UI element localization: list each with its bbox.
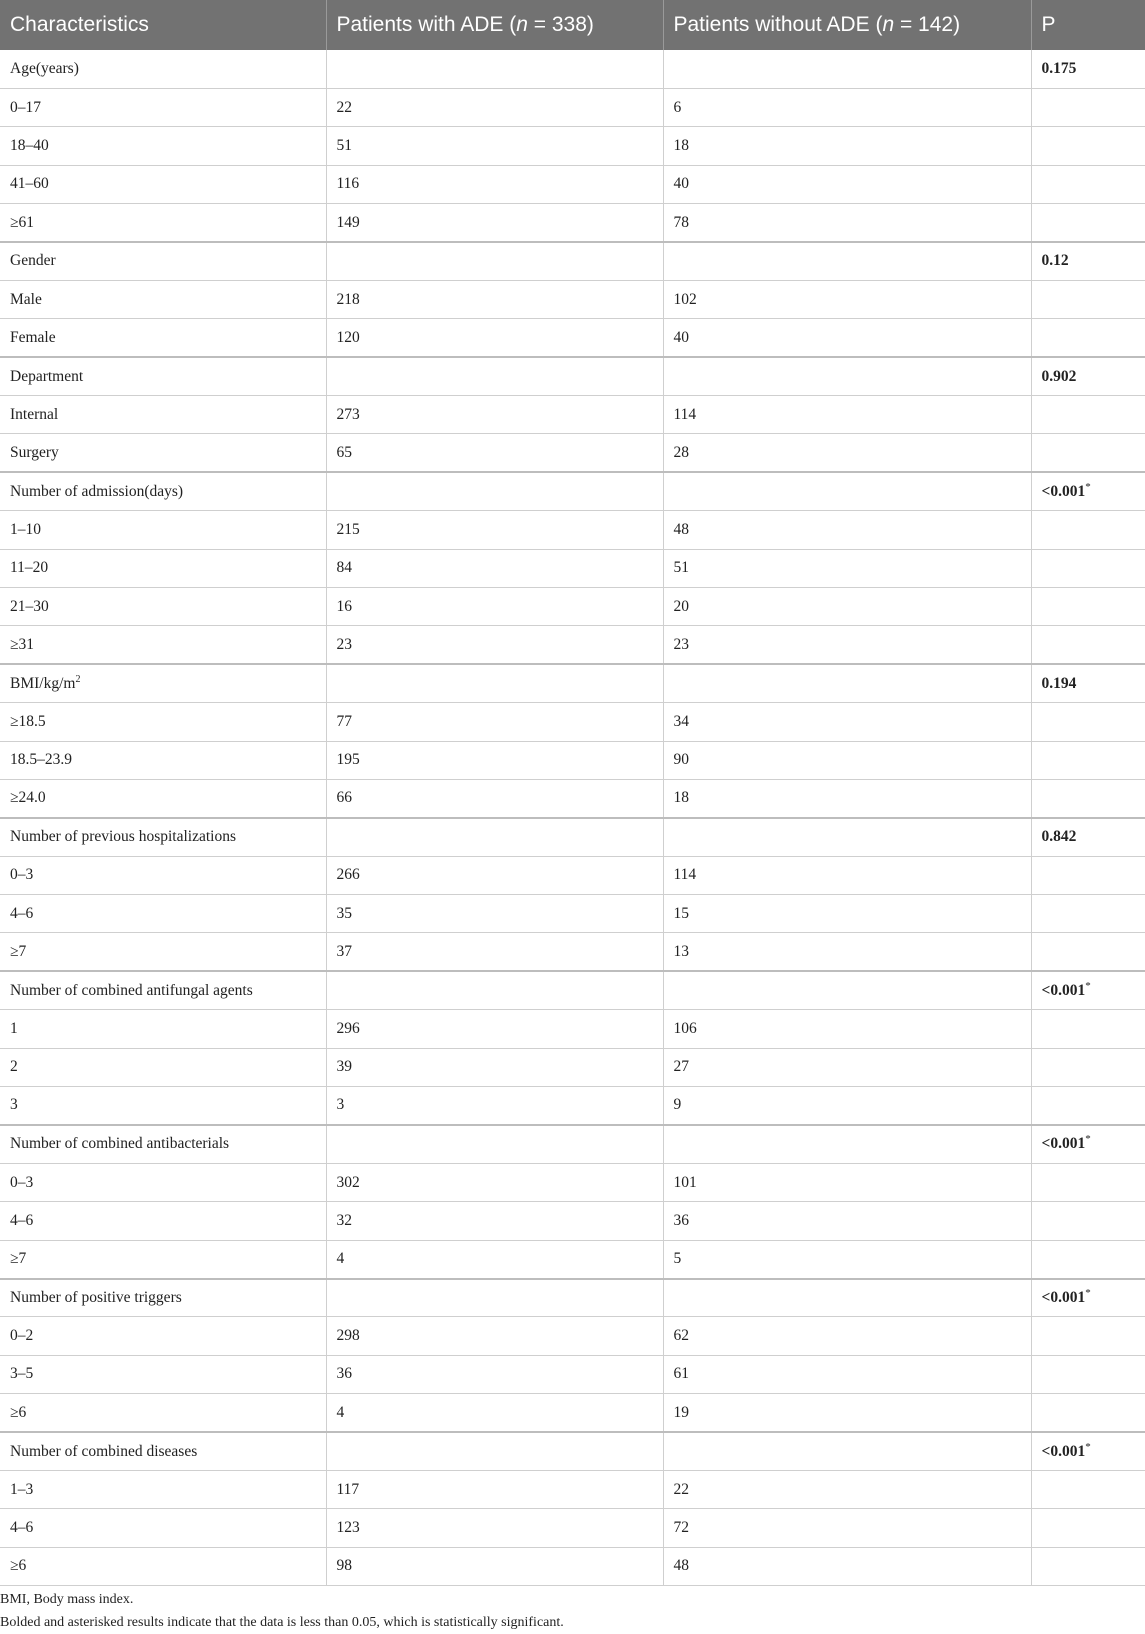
- p-value: 0.902: [1041, 367, 1077, 385]
- cell-without-ade: [663, 1432, 1031, 1470]
- cell-p-value: [1031, 664, 1145, 702]
- cell-without-ade: 72: [663, 1509, 1031, 1547]
- cell-with-ade: [326, 1432, 663, 1470]
- characteristic-label: Female: [10, 328, 56, 346]
- cell-characteristic: [0, 664, 326, 702]
- characteristic-label: 0–2: [10, 1327, 34, 1345]
- characteristic-label: Gender: [10, 252, 56, 270]
- table-row: [0, 280, 1145, 318]
- cell-without-ade: 114: [663, 856, 1031, 894]
- cell-without-ade: 40: [663, 319, 1031, 357]
- cell-characteristic: [0, 88, 326, 126]
- characteristic-label: Number of admission(days): [10, 482, 184, 500]
- cell-characteristic: [0, 1125, 326, 1163]
- cell-without-ade: 19: [663, 1394, 1031, 1432]
- cell-p-value: [1031, 242, 1145, 280]
- cell-without-ade: 40: [663, 165, 1031, 203]
- cell-characteristic: [0, 1355, 326, 1393]
- cell-without-ade: 18: [663, 779, 1031, 817]
- cell-with-ade: 65: [326, 434, 663, 472]
- cell-without-ade: 20: [663, 587, 1031, 625]
- cell-p-value: [1031, 549, 1145, 587]
- table-row: [0, 933, 1145, 971]
- cell-without-ade: [663, 472, 1031, 510]
- table-row: [0, 895, 1145, 933]
- cell-characteristic: [0, 626, 326, 664]
- table-row: [0, 1087, 1145, 1125]
- table-row: [0, 1202, 1145, 1240]
- cell-p-value: [1031, 357, 1145, 395]
- significance-asterisk: *: [1085, 480, 1091, 493]
- cell-with-ade: 195: [326, 741, 663, 779]
- cell-p-value: [1031, 703, 1145, 741]
- cell-without-ade: [663, 1125, 1031, 1163]
- characteristic-label: 4–6: [10, 1519, 34, 1537]
- cell-characteristic: [0, 1317, 326, 1355]
- cell-p-value: [1031, 1279, 1145, 1317]
- table-row: [0, 741, 1145, 779]
- characteristic-label: ≥6: [10, 1403, 27, 1421]
- cell-p-value: [1031, 50, 1145, 88]
- table-row: [0, 1355, 1145, 1393]
- cell-without-ade: 101: [663, 1163, 1031, 1201]
- cell-p-value: [1031, 1202, 1145, 1240]
- characteristic-label: Department: [10, 367, 84, 385]
- cell-without-ade: 34: [663, 703, 1031, 741]
- cell-with-ade: [326, 357, 663, 395]
- cell-with-ade: 36: [326, 1355, 663, 1393]
- cell-without-ade: [663, 1279, 1031, 1317]
- cell-with-ade: 32: [326, 1202, 663, 1240]
- cell-characteristic: [0, 396, 326, 434]
- cell-characteristic: [0, 856, 326, 894]
- p-value: <0.001: [1041, 981, 1086, 999]
- cell-with-ade: 120: [326, 319, 663, 357]
- p-value: 0.194: [1041, 674, 1077, 692]
- characteristic-label: ≥18.5: [10, 712, 46, 730]
- cell-characteristic: [0, 242, 326, 280]
- characteristic-label: 3–5: [10, 1365, 34, 1383]
- characteristic-label: 1–3: [10, 1480, 34, 1498]
- cell-with-ade: 39: [326, 1048, 663, 1086]
- cell-p-value: [1031, 1355, 1145, 1393]
- table-row: [0, 1317, 1145, 1355]
- characteristic-label: Surgery: [10, 443, 59, 461]
- cell-with-ade: 22: [326, 88, 663, 126]
- characteristic-label: Age(years): [10, 59, 79, 77]
- table-row: [0, 511, 1145, 549]
- characteristic-label: BMI/kg/m: [10, 674, 76, 692]
- characteristic-label: 4–6: [10, 1211, 34, 1229]
- header-patients-with-ade: Patients with ADE (n = 338): [326, 0, 663, 50]
- cell-with-ade: [326, 242, 663, 280]
- table-group-row: [0, 357, 1145, 395]
- p-value: <0.001: [1041, 1288, 1086, 1306]
- cell-without-ade: 102: [663, 280, 1031, 318]
- cell-with-ade: 302: [326, 1163, 663, 1201]
- characteristic-label: ≥7: [10, 942, 27, 960]
- cell-without-ade: 22: [663, 1470, 1031, 1508]
- cell-without-ade: 61: [663, 1355, 1031, 1393]
- table-row: [0, 1470, 1145, 1508]
- characteristic-label: ≥24.0: [10, 789, 46, 807]
- cell-without-ade: 9: [663, 1087, 1031, 1125]
- cell-characteristic: [0, 1509, 326, 1547]
- table-row: [0, 1394, 1145, 1432]
- cell-without-ade: 23: [663, 626, 1031, 664]
- cell-without-ade: [663, 50, 1031, 88]
- characteristic-label: Number of positive triggers: [10, 1288, 182, 1306]
- cell-with-ade: 266: [326, 856, 663, 894]
- cell-characteristic: [0, 434, 326, 472]
- cell-p-value: [1031, 971, 1145, 1009]
- characteristic-label: ≥7: [10, 1250, 27, 1268]
- header-characteristics: Characteristics: [0, 0, 326, 50]
- table-group-row: [0, 1432, 1145, 1470]
- table-row: [0, 165, 1145, 203]
- table-row: [0, 1240, 1145, 1278]
- cell-characteristic: [0, 1394, 326, 1432]
- cell-characteristic: [0, 319, 326, 357]
- characteristic-label: Male: [10, 290, 42, 308]
- cell-p-value: [1031, 626, 1145, 664]
- cell-with-ade: [326, 1279, 663, 1317]
- cell-with-ade: [326, 971, 663, 1009]
- characteristic-label: 1: [10, 1019, 18, 1037]
- cell-with-ade: [326, 50, 663, 88]
- cell-with-ade: 298: [326, 1317, 663, 1355]
- cell-without-ade: 90: [663, 741, 1031, 779]
- cell-without-ade: [663, 357, 1031, 395]
- characteristic-label: 18–40: [10, 136, 49, 154]
- cell-characteristic: [0, 741, 326, 779]
- cell-with-ade: 117: [326, 1470, 663, 1508]
- cell-characteristic: [0, 1547, 326, 1585]
- table-row: [0, 587, 1145, 625]
- cell-characteristic: [0, 280, 326, 318]
- cell-characteristic: [0, 1087, 326, 1125]
- cell-p-value: [1031, 204, 1145, 242]
- cell-with-ade: 35: [326, 895, 663, 933]
- cell-characteristic: [0, 127, 326, 165]
- table-body: [0, 50, 1145, 1586]
- footnote-significance: Bolded and asterisked results indicate that the data is less than 0.05, which is statistically significant.: [0, 1615, 564, 1630]
- footnotes: [0, 1588, 1145, 1634]
- table-group-row: [0, 664, 1145, 702]
- cell-p-value: [1031, 165, 1145, 203]
- table-row: [0, 127, 1145, 165]
- characteristic-label: 3: [10, 1096, 18, 1114]
- characteristic-label: 2: [10, 1058, 18, 1076]
- cell-p-value: [1031, 1010, 1145, 1048]
- cell-p-value: [1031, 1432, 1145, 1470]
- cell-with-ade: 98: [326, 1547, 663, 1585]
- table-header-row: [0, 0, 1145, 50]
- significance-asterisk: *: [1085, 1440, 1091, 1453]
- characteristic-label: 0–17: [10, 98, 41, 116]
- table-row: [0, 1547, 1145, 1585]
- table-row: [0, 319, 1145, 357]
- characteristic-label: 11–20: [10, 559, 49, 577]
- cell-without-ade: [663, 971, 1031, 1009]
- cell-with-ade: 3: [326, 1087, 663, 1125]
- cell-p-value: [1031, 741, 1145, 779]
- characteristic-label: Number of combined antibacterials: [10, 1135, 230, 1153]
- table-row: [0, 434, 1145, 472]
- characteristic-label: ≥6: [10, 1557, 27, 1575]
- cell-with-ade: 16: [326, 587, 663, 625]
- cell-with-ade: 37: [326, 933, 663, 971]
- cell-p-value: [1031, 1240, 1145, 1278]
- cell-without-ade: [663, 242, 1031, 280]
- cell-with-ade: 218: [326, 280, 663, 318]
- significance-asterisk: *: [1085, 1286, 1091, 1299]
- cell-characteristic: [0, 1240, 326, 1278]
- cell-p-value: [1031, 1509, 1145, 1547]
- cell-characteristic: [0, 1432, 326, 1470]
- table-row: [0, 856, 1145, 894]
- cell-characteristic: [0, 818, 326, 856]
- cell-with-ade: 296: [326, 1010, 663, 1048]
- cell-p-value: [1031, 280, 1145, 318]
- significance-asterisk: *: [1085, 1133, 1091, 1146]
- cell-characteristic: [0, 1202, 326, 1240]
- cell-with-ade: [326, 472, 663, 510]
- cell-without-ade: 48: [663, 511, 1031, 549]
- cell-p-value: [1031, 127, 1145, 165]
- cell-p-value: [1031, 1163, 1145, 1201]
- cell-without-ade: [663, 664, 1031, 702]
- cell-p-value: [1031, 319, 1145, 357]
- table-row: [0, 779, 1145, 817]
- table-row: [0, 396, 1145, 434]
- cell-without-ade: 106: [663, 1010, 1031, 1048]
- cell-without-ade: 48: [663, 1547, 1031, 1585]
- cell-with-ade: 66: [326, 779, 663, 817]
- cell-without-ade: 78: [663, 204, 1031, 242]
- p-value: 0.12: [1041, 252, 1069, 270]
- cell-p-value: [1031, 88, 1145, 126]
- cell-without-ade: 62: [663, 1317, 1031, 1355]
- cell-characteristic: [0, 549, 326, 587]
- characteristic-label: ≥31: [10, 635, 35, 653]
- table-row: [0, 1163, 1145, 1201]
- cell-without-ade: 36: [663, 1202, 1031, 1240]
- cell-without-ade: 28: [663, 434, 1031, 472]
- cell-p-value: [1031, 1470, 1145, 1508]
- cell-characteristic: [0, 587, 326, 625]
- table-row: [0, 703, 1145, 741]
- cell-characteristic: [0, 1010, 326, 1048]
- cell-characteristic: [0, 933, 326, 971]
- table-row: [0, 88, 1145, 126]
- cell-p-value: [1031, 396, 1145, 434]
- cell-p-value: [1031, 1547, 1145, 1585]
- cell-p-value: [1031, 1048, 1145, 1086]
- characteristic-label: Internal: [10, 405, 59, 423]
- characteristic-label: 41–60: [10, 175, 49, 193]
- p-value: 0.175: [1041, 59, 1077, 77]
- cell-with-ade: 4: [326, 1240, 663, 1278]
- significance-asterisk: *: [1085, 979, 1091, 992]
- table-row: [0, 1010, 1145, 1048]
- p-value: 0.842: [1041, 828, 1077, 846]
- cell-without-ade: 27: [663, 1048, 1031, 1086]
- cell-p-value: [1031, 1125, 1145, 1163]
- cell-with-ade: 149: [326, 204, 663, 242]
- cell-characteristic: [0, 1279, 326, 1317]
- cell-characteristic: [0, 204, 326, 242]
- cell-with-ade: 215: [326, 511, 663, 549]
- cell-characteristic: [0, 1470, 326, 1508]
- cell-p-value: [1031, 818, 1145, 856]
- cell-without-ade: 15: [663, 895, 1031, 933]
- cell-without-ade: 114: [663, 396, 1031, 434]
- cell-p-value: [1031, 587, 1145, 625]
- table-group-row: [0, 242, 1145, 280]
- cell-p-value: [1031, 434, 1145, 472]
- cell-characteristic: [0, 511, 326, 549]
- cell-with-ade: 4: [326, 1394, 663, 1432]
- characteristic-label: Number of combined diseases: [10, 1442, 198, 1460]
- cell-p-value: [1031, 1317, 1145, 1355]
- characteristic-label: 0–3: [10, 1173, 34, 1191]
- cell-characteristic: [0, 971, 326, 1009]
- cell-with-ade: 51: [326, 127, 663, 165]
- table-group-row: [0, 1125, 1145, 1163]
- characteristic-label: 18.5–23.9: [10, 751, 72, 769]
- header-p-value: P: [1031, 0, 1145, 50]
- cell-with-ade: 123: [326, 1509, 663, 1547]
- characteristic-label: 21–30: [10, 597, 49, 615]
- cell-without-ade: 18: [663, 127, 1031, 165]
- cell-with-ade: [326, 818, 663, 856]
- cell-characteristic: [0, 50, 326, 88]
- header-patients-without-ade: Patients without ADE (n = 142): [663, 0, 1031, 50]
- cell-p-value: [1031, 779, 1145, 817]
- cell-p-value: [1031, 856, 1145, 894]
- cell-with-ade: 23: [326, 626, 663, 664]
- cell-characteristic: [0, 779, 326, 817]
- cell-without-ade: 13: [663, 933, 1031, 971]
- p-value: <0.001: [1041, 1135, 1086, 1153]
- characteristic-label: Number of combined antifungal agents: [10, 981, 253, 999]
- cell-characteristic: [0, 895, 326, 933]
- cell-without-ade: 6: [663, 88, 1031, 126]
- cell-with-ade: 77: [326, 703, 663, 741]
- cell-p-value: [1031, 1394, 1145, 1432]
- cell-with-ade: 273: [326, 396, 663, 434]
- table-group-row: [0, 50, 1145, 88]
- cell-with-ade: [326, 664, 663, 702]
- cell-p-value: [1031, 933, 1145, 971]
- table-row: [0, 1509, 1145, 1547]
- cell-characteristic: [0, 703, 326, 741]
- p-value: <0.001: [1041, 482, 1086, 500]
- cell-characteristic: [0, 357, 326, 395]
- table-row: [0, 549, 1145, 587]
- table-group-row: [0, 1279, 1145, 1317]
- characteristic-label: 1–10: [10, 520, 41, 538]
- cell-with-ade: 116: [326, 165, 663, 203]
- characteristic-label: 4–6: [10, 904, 34, 922]
- table-row: [0, 204, 1145, 242]
- cell-characteristic: [0, 472, 326, 510]
- cell-characteristic: [0, 165, 326, 203]
- cell-with-ade: 84: [326, 549, 663, 587]
- cell-characteristic: [0, 1048, 326, 1086]
- characteristic-label: 0–3: [10, 866, 34, 884]
- footnote-bmi: BMI, Body mass index.: [0, 1592, 134, 1607]
- cell-with-ade: [326, 1125, 663, 1163]
- cell-characteristic: [0, 1163, 326, 1201]
- cell-without-ade: 51: [663, 549, 1031, 587]
- cell-without-ade: 5: [663, 1240, 1031, 1278]
- cell-p-value: [1031, 895, 1145, 933]
- superscript: 2: [75, 673, 81, 685]
- cell-p-value: [1031, 472, 1145, 510]
- cell-p-value: [1031, 1087, 1145, 1125]
- cell-p-value: [1031, 511, 1145, 549]
- characteristic-label: Number of previous hospitalizations: [10, 828, 236, 846]
- characteristic-label: ≥61: [10, 213, 35, 231]
- table-row: [0, 1048, 1145, 1086]
- table-group-row: [0, 971, 1145, 1009]
- table-group-row: [0, 818, 1145, 856]
- p-value: <0.001: [1041, 1442, 1086, 1460]
- table-group-row: [0, 472, 1145, 510]
- cell-without-ade: [663, 818, 1031, 856]
- table-row: [0, 626, 1145, 664]
